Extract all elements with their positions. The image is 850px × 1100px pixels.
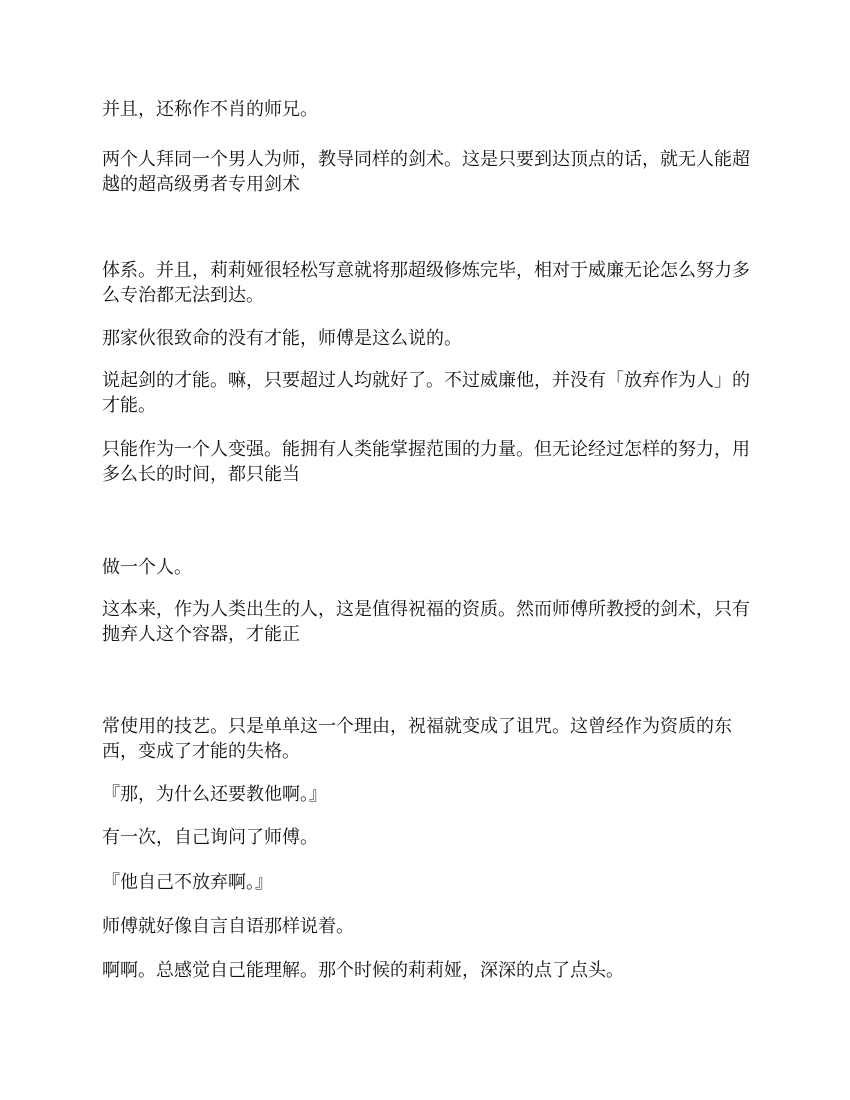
paragraph-8: 这本来，作为人类出生的人，这是值得祝福的资质。然而师傅所教授的剑术，只有抛弃人这个容器，才能正 [102, 599, 750, 645]
paragraph-4: 那家伙很致命的没有才能，师傅是这么说的。 [102, 328, 462, 349]
paragraph-9: 常使用的技艺。只是单单这一个理由，祝福就变成了诅咒。这曾经作为资质的东西，变成了才能的失格。 [102, 716, 732, 762]
paragraph-2: 两个人拜同一个男人为师，教导同样的剑术。这是只要到达顶点的话，就无人能超越的超高级勇者专用剑术 [102, 149, 750, 195]
paragraph-13: 师傅就好像自言自语那样说着。 [102, 916, 354, 937]
paragraph-3: 体系。并且，莉莉娅很轻松写意就将那超级修炼完毕，相对于威廉无论怎么努力多么专治都无法到达。 [102, 260, 750, 306]
paragraph-11: 有一次，自己询问了师傅。 [102, 827, 318, 848]
paragraph-7: 做一个人。 [102, 557, 192, 578]
paragraph-10: 『那，为什么还要教他啊。』 [102, 784, 327, 805]
paragraph-14: 啊啊。总感觉自己能理解。那个时候的莉莉娅，深深的点了点头。 [102, 960, 624, 981]
paragraph-12: 『他自己不放弃啊。』 [102, 872, 273, 893]
paragraph-1: 并且，还称作不肖的师兄。 [102, 99, 318, 120]
paragraph-6: 只能作为一个人变强。能拥有人类能掌握范围的力量。但无论经过怎样的努力，用多么长的时间，都只能当 [102, 439, 750, 485]
paragraph-5: 说起剑的才能。嘛，只要超过人均就好了。不过威廉他，并没有「放弃作为人」的才能。 [102, 370, 750, 416]
